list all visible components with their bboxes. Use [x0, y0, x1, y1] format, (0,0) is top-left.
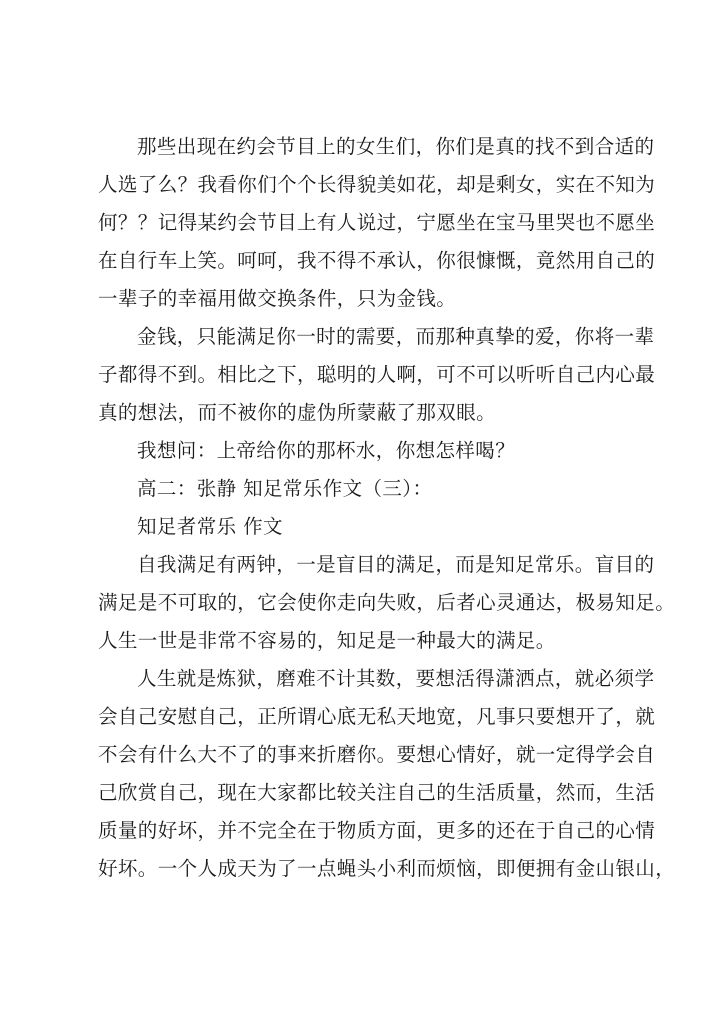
paragraph-line: 在自行车上笑。呵呵，我不得不承认，你很慷慨，竟然用自己的 [98, 249, 656, 272]
paragraph-line: 金钱，只能满足你一时的需要，而那种真挚的爱，你将一辈 [137, 325, 655, 348]
paragraph-line: 质量的好坏，并不完全在于物质方面，更多的还在于自己的心情 [98, 819, 656, 842]
paragraph-line: 满足是不可取的，它会使你走向失败，后者心灵通达，极易知足。 [98, 591, 676, 614]
paragraph-line: 不会有什么大不了的事来折磨你。要想心情好，就一定得学会自 [98, 743, 656, 766]
paragraph-line: 人选了么？我看你们个个长得貌美如花，却是剩女，实在不知为 [98, 173, 656, 196]
paragraph-line: 一辈子的幸福用做交换条件，只为金钱。 [98, 287, 457, 310]
paragraph-line: 人生就是炼狱，磨难不计其数，要想活得潇洒点，就必须学 [137, 667, 655, 690]
paragraph-line: 何？？记得某约会节目上有人说过，宁愿坐在宝马里哭也不愿坐 [98, 211, 656, 234]
paragraph-line: 会自己安慰自己，正所谓心底无私天地宽，凡事只要想开了，就 [98, 705, 656, 728]
paragraph-line: 好坏。一个人成天为了一点蝇头小利而烦恼，即便拥有金山银山， [98, 857, 676, 880]
paragraph-line: 我想问：上帝给你的那杯水，你想怎样喝？ [137, 439, 516, 462]
article-title: 知足者常乐 作文 [137, 515, 283, 538]
paragraph-line: 真的想法，而不被你的虚伪所蒙蔽了那双眼。 [98, 401, 497, 424]
paragraph-line: 自我满足有两钟，一是盲目的满足，而是知足常乐。盲目的 [137, 553, 655, 576]
paragraph-line: 那些出现在约会节目上的女生们，你们是真的找不到合适的 [137, 135, 655, 158]
paragraph-line: 子都得不到。相比之下，聪明的人啊，可不可以听听自己内心最 [98, 363, 656, 386]
section-heading: 高二：张静 知足常乐作文（三）： [137, 477, 433, 500]
paragraph-line: 己欣赏自己，现在大家都比较关注自己的生活质量，然而，生活 [98, 781, 656, 804]
paragraph-line: 人生一世是非常不容易的，知足是一种最大的满足。 [98, 629, 556, 652]
